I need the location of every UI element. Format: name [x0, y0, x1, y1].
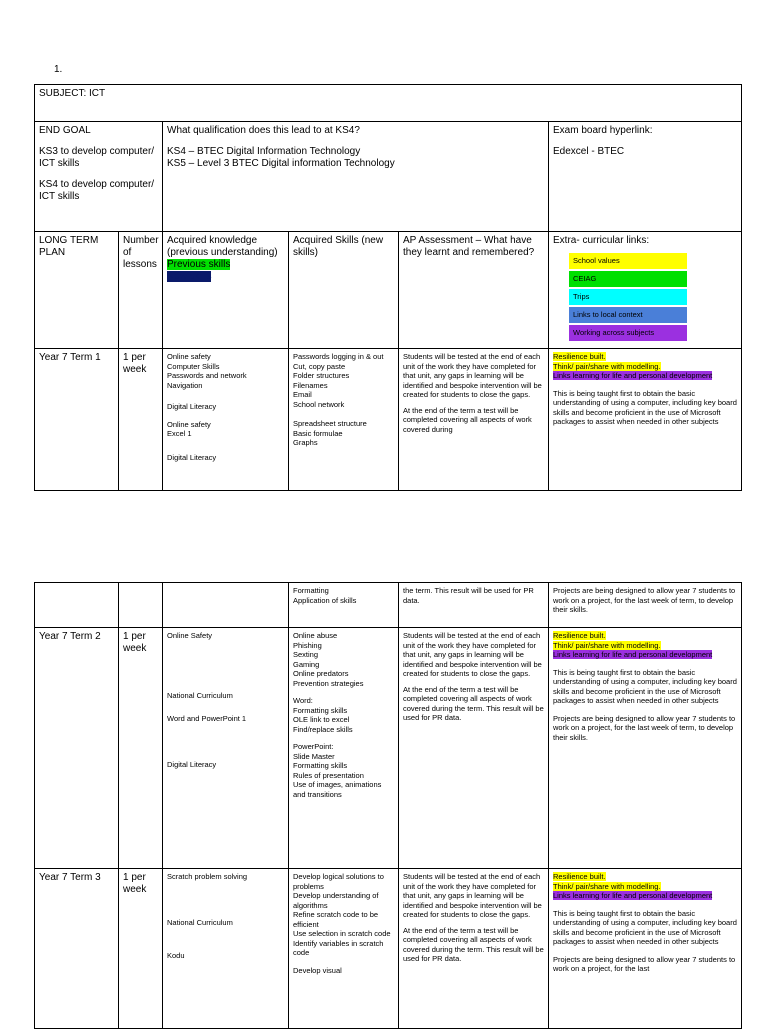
cont-term: [35, 583, 119, 628]
cont-projects: Projects are being designed to allow year 7 students to work on a project, for the last week of term, to develop their skills.: [549, 583, 742, 628]
term3-label: Year 7 Term 3: [35, 869, 119, 1029]
term3-knowledge: Scratch problem solving National Curriculum Kodu: [163, 869, 289, 1029]
term2-extra: Resilience built. Think/ pair/share with modelling. Links learning for life and personal development This is being taught first to obtain the basic understanding of using a computer, including key board skills and become proficient in the use of Microsoft packages to assist when needed in other subjects Projects are being designed to allow year 7 students to work on a project, for the last week of term, to develop their skills.: [549, 628, 742, 869]
exam-board-value: Edexcel - BTEC: [553, 146, 625, 157]
acquired-knowledge-label: Acquired knowledge (previous understanding): [167, 235, 278, 258]
exam-board-label[interactable]: Exam board hyperlink:: [553, 125, 653, 136]
header-acquired-knowledge: [163, 232, 289, 349]
cont-skills: Formatting Application of skills: [289, 583, 399, 628]
term1-knowledge: Online safety Computer Skills Passwords and network Navigation Digital Literacy Online safety Excel 1 Digital Literacy: [163, 349, 289, 491]
header-extra-curricular: [549, 232, 742, 349]
cont-knowledge: [163, 583, 289, 628]
previous-skills-key: Previous skills: [167, 259, 231, 270]
term3-assessment: Students will be tested at the end of each unit of the work they have completed for that unit, any gaps in learning will be identified and bespoke intervention will be created for students to close the gaps. At the end of the term a test will be completed covering all aspects of work covered during the term. This result will be used for PR data.: [399, 869, 549, 1029]
term1-lessons: 1 per week: [119, 349, 163, 491]
curriculum-table-page2: [34, 582, 742, 1029]
legend-school-values: School values: [569, 253, 687, 269]
legend-working-across: Working across subjects: [569, 325, 687, 341]
end-goal-ks4: KS4 to develop computer/ ICT skills: [39, 179, 155, 202]
term2-label: Year 7 Term 2: [35, 628, 119, 869]
qualification-ks4: KS4 – BTEC Digital Information Technology: [167, 146, 361, 157]
term2-assessment: Students will be tested at the end of each unit of the work they have completed for that unit, any gaps in learning will be identified and bespoke intervention will be created for students to close the gaps. At the end of the term a test will be completed covering all aspects of work covered during the term. This result will be used for PR data.: [399, 628, 549, 869]
subject-cell: SUBJECT: ICT: [35, 85, 742, 122]
header-assessment: AP Assessment – What have they learnt and remembered?: [399, 232, 549, 349]
term2-knowledge: Online Safety National Curriculum Word and PowerPoint 1 Digital Literacy: [163, 628, 289, 869]
term1-label: Year 7 Term 1: [35, 349, 119, 491]
extra-curricular-label: Extra- curricular links:: [553, 235, 650, 246]
end-goal-label: END GOAL: [39, 125, 91, 136]
term1-extra: Resilience built. Think/ pair/share with modelling. Links learning for life and personal development This is being taught first to obtain the basic understanding of using a computer, including key board skills and become proficient in the use of Microsoft packages to assist when needed in other subjects: [549, 349, 742, 491]
header-long-term-plan: LONG TERM PLAN: [35, 232, 119, 349]
legend-ceiag: CEIAG: [569, 271, 687, 287]
new-skills-key: New skills: [167, 271, 212, 282]
term3-extra: Resilience built. Think/ pair/share with modelling. Links learning for life and personal development This is being taught first to obtain the basic understanding of using a computer, including key board skills and become proficient in the use of Microsoft packages to assist when needed in other subjects Projects are being designed to allow year 7 students to work on a project, for the last: [549, 869, 742, 1029]
legend-local-context: Links to local context: [569, 307, 687, 323]
list-number: 1.: [54, 64, 63, 75]
cont-assessment: the term. This result will be used for PR data.: [399, 583, 549, 628]
curriculum-table-page1: [34, 84, 742, 491]
term3-skills: Develop logical solutions to problems Develop understanding of algorithms Refine scratch code to be efficient Use selection in scratch code Identify variables in scratch code Develop visual: [289, 869, 399, 1029]
end-goal-ks3: KS3 to develop computer/ ICT skills: [39, 146, 155, 169]
qualification-question: What qualification does this lead to at KS4?: [167, 125, 360, 136]
term1-assessment: Students will be tested at the end of each unit of the work they have completed for that unit, any gaps in learning will be identified and bespoke intervention will be created for students to close the gaps. At the end of the term a test will be completed covering all aspects of work covered during: [399, 349, 549, 491]
legend-trips: Trips: [569, 289, 687, 305]
end-goal-cell: [35, 122, 163, 232]
term1-skills: Passwords logging in & out Cut, copy paste Folder structures Filenames Email School network Spreadsheet structure Basic formulae Graphs: [289, 349, 399, 491]
qualification-cell: [163, 122, 549, 232]
term3-lessons: 1 per week: [119, 869, 163, 1029]
qualification-ks5: KS5 – Level 3 BTEC Digital information Technology: [167, 158, 395, 169]
header-acquired-skills: Acquired Skills (new skills): [289, 232, 399, 349]
header-number-of-lessons: Number of lessons: [119, 232, 163, 349]
cont-lessons: [119, 583, 163, 628]
exam-board-cell: [549, 122, 742, 232]
term2-lessons: 1 per week: [119, 628, 163, 869]
term2-skills: Online abuse Phishing Sexting Gaming Online predators Prevention strategies Word: Formatting skills OLE link to excel Find/replace skills PowerPoint: Slide Master Formatting skills Rules of presentation Use of images, animations and transitions: [289, 628, 399, 869]
